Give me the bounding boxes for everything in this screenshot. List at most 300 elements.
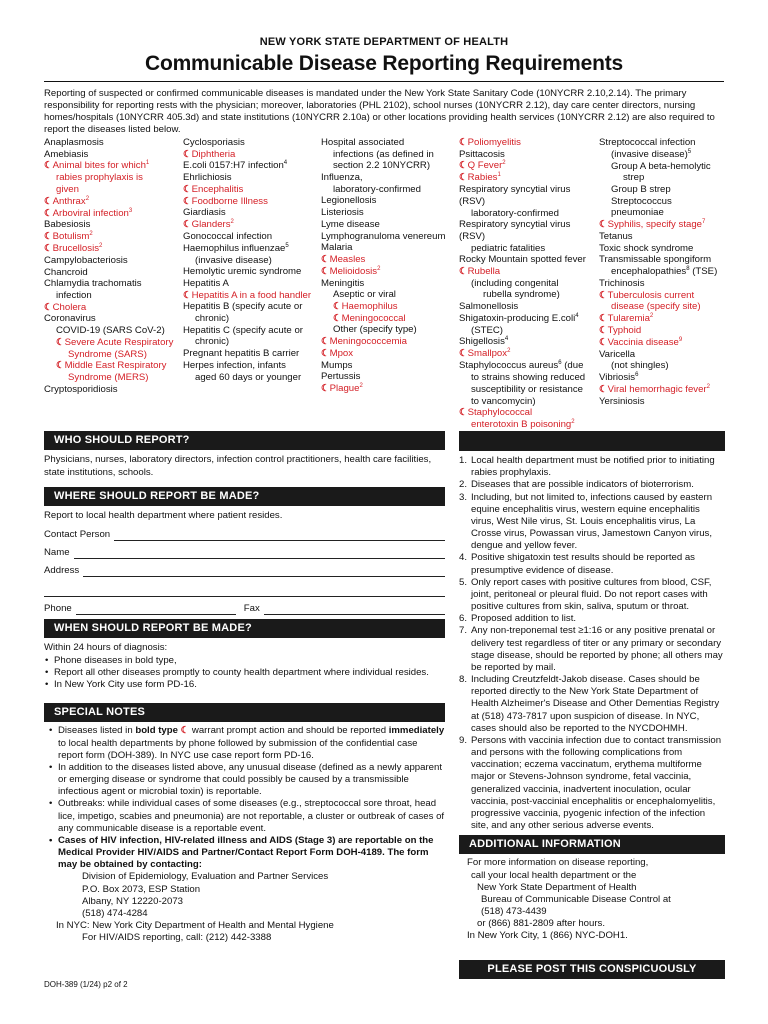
continuation-text: to vancomycin)	[471, 395, 536, 407]
continuation-text: strep	[623, 172, 645, 184]
disease-item	[459, 160, 599, 172]
footnote-ref: 2	[230, 219, 234, 226]
footnote-item	[459, 492, 725, 553]
disease-name-continuation	[183, 255, 321, 267]
contact-person-label: Contact Person	[44, 528, 111, 540]
disease-name: Haemophilus	[341, 300, 398, 312]
disease-name: COVID-19 (SARS CoV-2)	[56, 325, 165, 337]
disease-name: Pregnant hepatitis B carrier	[183, 348, 300, 360]
disease-name-continuation	[321, 149, 459, 161]
disease-item	[459, 266, 599, 278]
disease-name: Transmissable spongiform	[599, 254, 712, 266]
continuation-text: rubella syndrome)	[483, 289, 560, 301]
disease-name: Coronavirus	[44, 313, 96, 325]
footnote-number: 2.	[459, 479, 468, 491]
disease-item	[44, 231, 183, 243]
disease-item	[599, 313, 724, 325]
disease-item	[599, 231, 724, 243]
special-note-4: • Cases of HIV infection, HIV-related illness and AIDS (Stage 3) are reportable on the Medical Provider HIV/AIDS and Partner/Contact Report Form DOH-4189. The form may be obtained by contacting:	[48, 835, 445, 872]
disease-item	[321, 313, 459, 325]
disease-item	[183, 196, 321, 208]
disease-name: Rubella	[467, 266, 501, 278]
disease-name: Hepatitis A	[183, 277, 229, 289]
disease-item	[459, 137, 599, 149]
disease-name: Yersiniosis	[599, 395, 645, 407]
footnote-ref: 5	[285, 242, 289, 249]
disease-item	[183, 325, 321, 348]
disease-list	[44, 137, 724, 431]
footnote-text: Including, but not limited to, infections caused by eastern equine encephalitis virus, western equine encephalitis virus, West Nile virus, St. Louis encephalitis virus, La Crosse virus, Powassan virus, Jamestown Canyon virus, dengue and yellow fever.	[471, 491, 713, 552]
red-telephone-hook-icon: ☾	[333, 312, 342, 324]
footnote-number: 3.	[459, 491, 468, 503]
address-field[interactable]	[44, 565, 445, 577]
disease-name: Listeriosis	[321, 207, 364, 219]
red-telephone-hook-icon: ☾	[44, 301, 53, 313]
info-line: For more information on disease reporting,	[467, 857, 649, 869]
disease-item	[183, 290, 321, 302]
disease-name: Vaccinia disease	[607, 336, 679, 348]
continuation-text: chronic)	[195, 313, 230, 325]
disease-item	[44, 278, 183, 301]
disease-item	[459, 360, 599, 407]
footnote-item	[459, 735, 725, 832]
continuation-text: (invasive disease)	[195, 254, 272, 266]
red-telephone-hook-icon: ☾	[56, 336, 65, 348]
post-banner: PLEASE POST THIS CONSPICUOUSLY	[459, 960, 725, 979]
disease-item	[44, 160, 183, 195]
page-title: Communicable Disease Reporting Requirements	[144, 52, 624, 76]
disease-name-continuation	[459, 384, 599, 396]
address-line-2[interactable]	[44, 587, 445, 597]
contact-person-line[interactable]	[114, 531, 445, 541]
disease-item	[44, 219, 183, 231]
footnote-ref: 2	[89, 231, 93, 238]
disease-item	[321, 383, 459, 395]
hiv-address	[44, 871, 445, 920]
disease-item	[599, 290, 724, 313]
continuation-text: infection	[56, 290, 92, 302]
footnote-ref: 2	[649, 313, 654, 320]
footnote-ref: 3	[128, 207, 133, 214]
disease-item	[459, 313, 599, 337]
phone-line[interactable]	[76, 605, 236, 615]
continuation-text: Syndrome (SARS)	[68, 348, 147, 360]
footnote-ref: 6	[558, 360, 562, 367]
address-line: Albany, NY 12220-2073	[82, 895, 183, 907]
special-notes-heading: SPECIAL NOTES	[44, 703, 445, 722]
disease-name: Rabies	[467, 172, 498, 184]
disease-name-continuation	[321, 184, 459, 196]
disease-name: Lymphogranuloma venereum	[321, 230, 446, 242]
red-telephone-hook-icon: ☾	[44, 231, 53, 243]
when-intro: Within 24 hours of diagnosis:	[44, 642, 168, 654]
disease-item	[44, 267, 183, 279]
red-telephone-hook-icon: ☾	[321, 347, 330, 359]
disease-item	[459, 348, 599, 360]
when-item: • In New York City use form PD-16.	[44, 679, 445, 691]
footnote-text: Positive shigatoxin test results should be reported as presumptive evidence of disease.	[471, 552, 695, 576]
note1-text-c: to local health departments by phone followed by submission of the confidential case report form (DOH-389). In NYC use case report form PD-16.	[58, 737, 418, 761]
continuation-text: given	[56, 183, 79, 195]
nyc-contact-2: For HIV/AIDS reporting, call: (212) 442-3388	[82, 932, 272, 944]
info-line: or (866) 881-2809 after hours.	[477, 918, 605, 930]
disease-name: Viral hemorrhagic fever	[607, 384, 707, 396]
red-telephone-hook-icon: ☾	[599, 324, 608, 336]
disease-name-continuation	[44, 290, 183, 302]
disease-name: Anthrax	[52, 195, 86, 207]
disease-name: E.coli 0157:H7 infection	[183, 160, 284, 172]
disease-name: Group A beta-hemolytic	[611, 160, 711, 172]
disease-name: Severe Acute Respiratory	[64, 336, 174, 348]
disease-item	[599, 196, 724, 219]
disease-item	[599, 184, 724, 196]
disease-name: Shigatoxin-producing E.coli	[459, 313, 576, 325]
disease-name: Poliomyelitis	[467, 136, 521, 148]
red-telephone-hook-icon: ☾	[183, 195, 192, 207]
disease-item	[44, 337, 183, 360]
fax-line[interactable]	[264, 605, 445, 615]
disease-name-continuation	[183, 372, 321, 384]
disease-item	[599, 372, 724, 384]
disease-item	[321, 254, 459, 266]
address-line: P.O. Box 2073, ESP Station	[82, 883, 201, 895]
disease-item	[459, 407, 599, 431]
address-line-extra[interactable]	[44, 587, 445, 597]
disease-name: Ehrlichiosis	[183, 172, 232, 184]
footnote-text: Any non-treponemal test ≥1:16 or any positive prenatal or delivery test regardless of titer or any primary or secondary stage disease, should be reported by phone; all others may be reported by mail.	[471, 625, 723, 673]
disease-name: Giardiasis	[183, 207, 226, 219]
address-label: Address	[44, 564, 80, 576]
disease-name: Meningococcal	[341, 312, 406, 324]
disease-item	[44, 255, 183, 267]
disease-item	[44, 137, 183, 149]
footnote-text: Proposed addition to list.	[471, 613, 577, 625]
agency-name: NEW YORK STATE DEPARTMENT OF HEALTH	[259, 36, 509, 48]
disease-name: Toxic shock syndrome	[599, 242, 694, 254]
contact-person-field[interactable]	[44, 529, 445, 541]
disease-item	[44, 360, 183, 383]
disease-name: Diphtheria	[191, 148, 236, 160]
disease-name: Syphilis, specify stage	[607, 219, 702, 231]
red-telephone-hook-icon: ☾	[56, 360, 65, 372]
red-telephone-hook-icon: ☾	[459, 348, 468, 360]
address-line: Division of Epidemiology, Evaluation and Partner Services	[82, 871, 329, 883]
red-telephone-hook-icon: ☾	[321, 336, 330, 348]
red-telephone-hook-icon: ☾	[321, 253, 330, 265]
form-footer: DOH-389 (1/24) p2 of 2	[44, 980, 128, 989]
disease-name-continuation	[599, 266, 724, 278]
fax-label: Fax	[243, 603, 260, 615]
footnote-text: Including Creutzfeldt-Jakob disease. Cases should be reported directly to the New York State Department of Health Alzheimer's Disease and Other Dementias Registry at (518) 473-7817 upon suspicion of disease. In NYC, cases should also be reported to the NYCDOHMH.	[471, 674, 720, 734]
additional-info-text	[459, 857, 725, 942]
disease-item	[459, 278, 599, 301]
footnote-text: Local health department must be notified prior to initiating rabies prophylaxis.	[471, 455, 715, 479]
disease-name: Staphylococcal	[467, 407, 533, 419]
disease-name: (not shingles)	[611, 360, 669, 372]
continuation-text: aged 60 days or younger	[195, 371, 302, 383]
disease-item	[459, 172, 599, 184]
disease-item	[183, 231, 321, 243]
disease-item	[183, 149, 321, 161]
disease-name-continuation	[459, 372, 599, 384]
footnote-ref: 4	[283, 160, 288, 167]
additional-info-heading: ADDITIONAL INFORMATION	[459, 835, 725, 854]
footnote-number: 9.	[459, 734, 468, 746]
disease-name-continuation	[599, 301, 724, 313]
footnote-item	[459, 577, 725, 614]
disease-item	[321, 195, 459, 207]
info-line: New York State Department of Health	[477, 881, 637, 893]
where-text: Report to local health department where patient resides.	[44, 510, 283, 522]
disease-name: Hospital associated	[321, 136, 405, 148]
disease-name: Brucellosis	[52, 243, 99, 255]
disease-column-5	[599, 137, 724, 431]
disease-name: Typhoid	[607, 324, 642, 336]
footnote-ref: 2	[571, 418, 575, 425]
disease-item	[459, 184, 599, 219]
continuation-text: enterotoxin B poisoning	[471, 419, 572, 431]
disease-item	[321, 289, 459, 301]
name-line[interactable]	[74, 549, 445, 559]
red-telephone-hook-icon: ☾	[459, 136, 468, 148]
disease-name: Varicella	[599, 348, 636, 360]
who-section	[44, 431, 445, 479]
disease-name: Meningitis	[321, 277, 365, 289]
disease-item	[321, 172, 459, 195]
disease-name-continuation	[44, 184, 183, 196]
who-heading: WHO SHOULD REPORT?	[44, 431, 445, 450]
address-line[interactable]	[83, 567, 445, 577]
disease-item	[459, 149, 599, 161]
red-telephone-hook-icon: ☾	[599, 313, 608, 325]
disease-name: Streptococcal infection	[599, 136, 696, 148]
red-telephone-hook-icon: ☾	[459, 266, 468, 278]
where-heading: WHERE SHOULD REPORT BE MADE?	[44, 487, 445, 506]
when-heading: WHEN SHOULD REPORT BE MADE?	[44, 619, 445, 638]
name-label: Name	[44, 546, 70, 558]
disease-name: Q Fever	[467, 160, 503, 172]
footnote-text: Persons with vaccinia infection due to contact transmission and persons with the following complications from vaccination; eczema vaccinatum, erythema multiforme major or Stevens-Johnson syndrome, fetal vaccinia, generalized vaccinia, inadvertent inoculation, ocular vaccinia, post-vaccinial encephalitis or encephalomyelitis, progressive vaccinia, pyogenic infection of the infection site, and any other serious adverse events.	[471, 734, 722, 832]
footnote-item	[459, 552, 725, 576]
continuation-text: rabies prophylaxis is	[56, 172, 143, 184]
disease-name: Lyme disease	[321, 218, 380, 230]
footnote-number: 6.	[459, 613, 468, 625]
continuation-text: (STEC)	[471, 324, 503, 336]
disease-item	[183, 278, 321, 290]
disease-name: Foodborne Illness	[191, 195, 268, 207]
disease-name: Influenza,	[321, 172, 363, 184]
red-telephone-hook-icon: ☾	[180, 725, 190, 737]
disease-item	[599, 384, 724, 396]
disease-item	[321, 219, 459, 231]
footnote-ref: 2	[85, 195, 90, 202]
disease-item	[321, 266, 459, 278]
footnote-ref: 4	[575, 312, 579, 319]
red-telephone-hook-icon: ☾	[44, 207, 53, 219]
disease-name: Plague	[329, 383, 360, 395]
continuation-text: disease (specify site)	[611, 301, 701, 313]
where-section	[44, 487, 445, 615]
footnote-ref: 2	[359, 382, 363, 389]
disease-column-4	[459, 137, 599, 431]
disease-item	[321, 278, 459, 290]
disease-name: Herpes infection, infants	[183, 359, 286, 371]
continuation-text: chronic)	[195, 336, 230, 348]
disease-name: Chancroid	[44, 266, 88, 278]
disease-name: Measles	[329, 253, 366, 265]
continuation-tail: (TSE)	[689, 266, 718, 278]
red-telephone-hook-icon: ☾	[333, 300, 342, 312]
red-telephone-hook-icon: ☾	[599, 289, 608, 301]
disease-name: Tetanus	[599, 230, 633, 242]
footnote-number: 7.	[459, 625, 468, 637]
disease-name-continuation	[471, 289, 599, 301]
disease-name: Hepatitis C (specify acute or	[183, 324, 303, 336]
disease-name: Hepatitis B (specify acute or	[183, 301, 303, 313]
disease-name: Babesiosis	[44, 219, 91, 231]
info-line: Bureau of Communicable Disease Control at	[481, 893, 671, 905]
info-line: call your local health department or the	[471, 869, 637, 881]
continuation-text: laboratory-confirmed	[333, 183, 421, 195]
red-telephone-hook-icon: ☾	[44, 243, 53, 255]
disease-item	[44, 302, 183, 314]
disease-name: Amebiasis	[44, 148, 89, 160]
disease-name: Cholera	[52, 301, 87, 313]
red-telephone-hook-icon: ☾	[459, 160, 468, 172]
footnote-list	[459, 455, 725, 832]
disease-name: Glanders	[191, 219, 231, 231]
footnotes-section	[459, 431, 725, 832]
disease-item	[321, 231, 459, 243]
footnote-ref: 7	[702, 219, 706, 226]
red-telephone-hook-icon: ☾	[321, 383, 330, 395]
disease-item	[44, 208, 183, 220]
red-telephone-hook-icon: ☾	[183, 183, 192, 195]
phone-label: Phone	[44, 603, 72, 615]
when-item: • Report all other diseases promptly to county health department where individual resides.	[44, 667, 445, 679]
footnote-ref: 2	[99, 243, 103, 250]
address-line: (518) 474-4284	[82, 907, 148, 919]
disease-name: Shigellosis	[459, 336, 505, 348]
disease-name: Campylobacteriosis	[44, 254, 128, 266]
disease-name: Smallpox	[467, 348, 508, 360]
footnote-text: Only report cases with positive cultures from blood, CSF, joint, peritoneal or pleural fluid. Do not report cases with positive cultures from skin, saliva, sputum or throat.	[471, 576, 712, 613]
continuation-text: section 2.2 10NYCRR)	[333, 160, 431, 172]
red-telephone-hook-icon: ☾	[183, 219, 192, 231]
disease-item	[183, 207, 321, 219]
disease-name-continuation	[459, 419, 599, 431]
disease-item	[459, 336, 599, 348]
special-notes-list	[44, 725, 445, 871]
footnote-text: Diseases that are possible indicators of bioterrorism.	[471, 479, 694, 491]
continuation-text: pediatric fatalities	[471, 242, 546, 254]
disease-item	[459, 301, 599, 313]
disease-name: Chlamydia trachomatis	[44, 278, 142, 290]
disease-name-continuation	[321, 160, 459, 172]
disease-item	[321, 137, 459, 172]
disease-item	[321, 360, 459, 372]
disease-item	[321, 324, 459, 336]
disease-item	[599, 161, 724, 184]
footnote-ref: 1	[497, 172, 501, 179]
footnote-number: 8.	[459, 674, 468, 686]
continuation-text: to strains showing reduced	[471, 372, 586, 384]
name-field[interactable]	[44, 547, 445, 559]
phone-fax-field[interactable]	[44, 603, 445, 615]
intro-paragraph: Reporting of suspected or confirmed communicable diseases is mandated under the New York State Sanitary Code (10NYCRR 2.10,2.14). The primary responsibility for reporting rests with the physician; moreover, laboratories (PHL 2102), school nurses (10NYCRR 2.12), day care center directors, nursing homes/hospitals (10NYCRR 405.3d) and state institutions (10NYCRR 2.10a) or other locations providing health services (10NYCRR 2.12) are also required to report the diseases listed below.	[44, 88, 715, 135]
title-rule	[44, 81, 724, 82]
disease-item	[183, 219, 321, 231]
disease-column-1	[44, 137, 183, 431]
disease-name: Respiratory syncytial virus (RSV)	[459, 184, 571, 207]
red-telephone-hook-icon: ☾	[44, 195, 53, 207]
note1-text-a: Diseases listed in	[58, 725, 136, 737]
footnote-ref: 5	[687, 148, 692, 155]
disease-name: Group B strep	[611, 183, 671, 195]
footnote-item	[459, 613, 725, 625]
disease-item	[599, 337, 724, 349]
red-telephone-hook-icon: ☾	[321, 265, 330, 277]
disease-item	[321, 336, 459, 348]
disease-name: Rocky Mountain spotted fever	[459, 254, 586, 266]
additional-info-section	[459, 835, 725, 943]
note1-immediately: immediately	[388, 725, 445, 737]
footnote-item	[459, 674, 725, 735]
disease-name-continuation	[459, 325, 599, 337]
disease-item	[321, 371, 459, 383]
disease-name-tail: (due	[561, 360, 584, 372]
disease-name: Haemophilus influenzae	[183, 242, 286, 254]
continuation-text: Syndrome (MERS)	[68, 371, 149, 383]
disease-item	[599, 137, 724, 161]
footnote-number: 5.	[459, 576, 468, 588]
disease-name: Botulism	[52, 231, 90, 243]
continuation-text: laboratory-confirmed	[471, 207, 559, 219]
disease-name: Legionellosis	[321, 195, 377, 207]
disease-name: Staphylococcus aureus	[459, 360, 559, 372]
red-telephone-hook-icon: ☾	[599, 384, 608, 396]
red-telephone-hook-icon: ☾	[44, 160, 53, 172]
when-item: • Phone diseases in bold type,	[44, 655, 445, 667]
disease-name: Encephalitis	[191, 183, 244, 195]
red-telephone-hook-icon: ☾	[459, 407, 468, 419]
disease-name: Arboviral infection	[52, 207, 129, 219]
disease-name: Malaria	[321, 242, 353, 254]
disease-item	[321, 301, 459, 313]
disease-item	[321, 207, 459, 219]
disease-name: Streptococcus pneumoniae	[611, 195, 672, 219]
footnote-ref: 2	[706, 383, 710, 390]
disease-name: Cyclosporiasis	[183, 136, 245, 148]
disease-item	[183, 360, 321, 383]
disease-name: Meningococcemia	[329, 336, 407, 348]
disease-name: Cryptosporidiosis	[44, 383, 118, 395]
continuation-text: infections (as defined in	[333, 148, 434, 160]
disease-item	[44, 325, 183, 337]
disease-name-continuation	[183, 313, 321, 325]
special-note-1	[48, 725, 445, 762]
disease-item	[321, 348, 459, 360]
disease-name-continuation	[459, 208, 599, 220]
disease-name: Aseptic or viral	[333, 289, 396, 301]
disease-name-continuation	[56, 349, 183, 361]
red-telephone-hook-icon: ☾	[459, 172, 468, 184]
footnote-item	[459, 479, 725, 491]
disease-item	[183, 160, 321, 172]
footnote-ref: 9	[678, 336, 683, 343]
disease-item	[44, 384, 183, 396]
continuation-text: encephalopathies	[611, 266, 687, 278]
